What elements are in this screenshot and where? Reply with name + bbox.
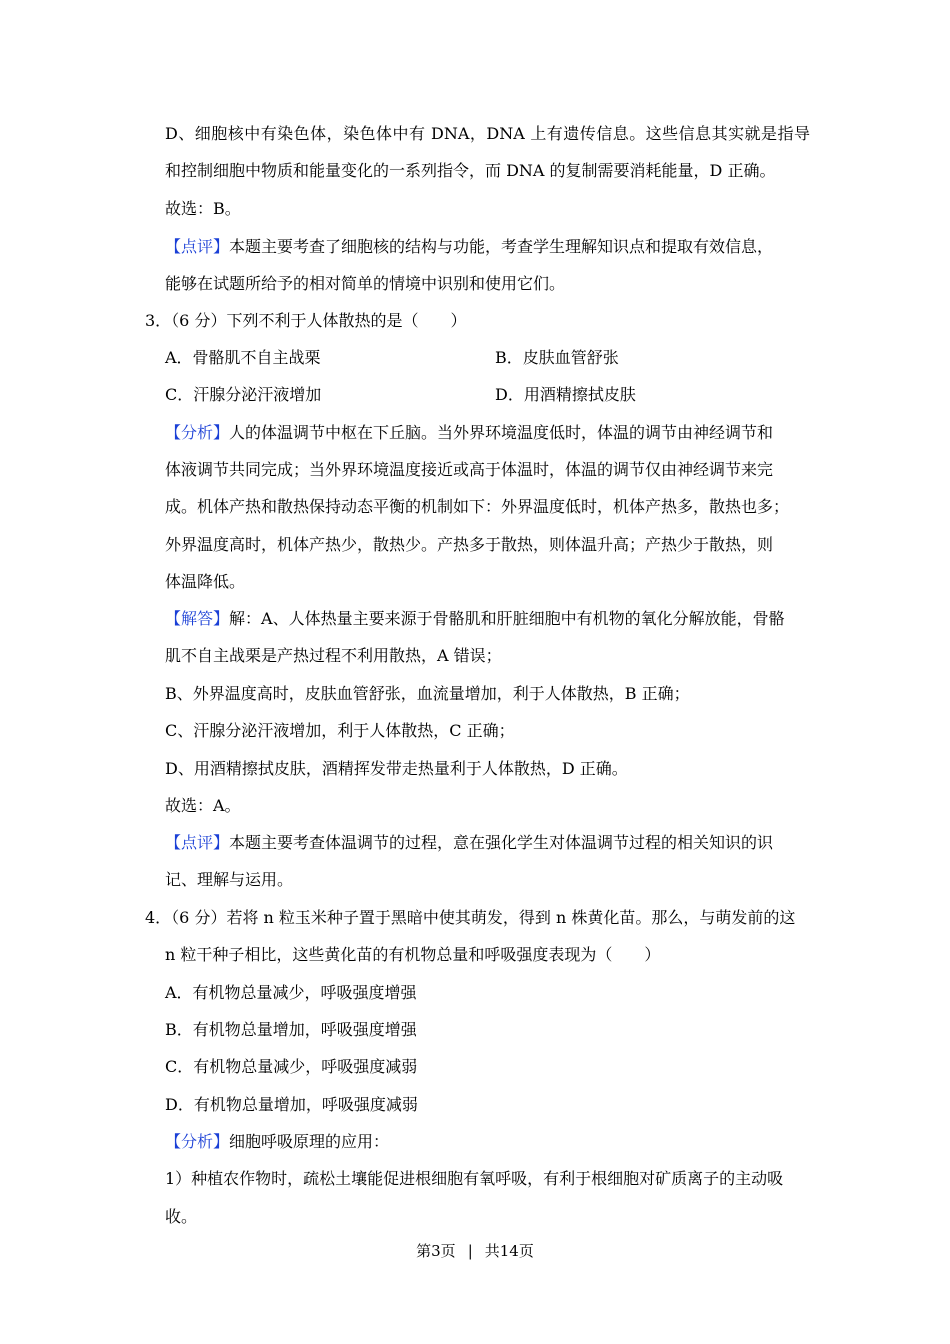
page-number: 第3页 (416, 1242, 456, 1260)
text-line: 故选：A。 (165, 796, 241, 815)
question-4-stem: 4．（6 分）若将 n 粒玉米种子置于黑暗中使其萌发，得到 n 株黄化苗。那么，与萌发前的这 (145, 908, 796, 927)
answer-line (165, 608, 785, 630)
analysis-tag: 【分析】 (165, 423, 230, 442)
page-footer (0, 1240, 950, 1262)
text-line: D、用酒精擦拭皮肤，酒精挥发带走热量利于人体散热，D 正确。 (165, 759, 628, 778)
option-c: C．汗腺分泌汗液增加 (165, 385, 322, 404)
text-line: 肌不自主战栗是产热过程不利用散热，A 错误； (165, 646, 502, 665)
text-line: 外界温度高时，机体产热少，散热少。产热多于散热，则体温升高；产热少于散热，则 (165, 535, 774, 554)
text-line: 记、理解与运用。 (165, 870, 294, 889)
text-span: 细胞呼吸原理的应用： (229, 1132, 390, 1151)
text-line: C、汗腺分泌汗液增加，利于人体散热，C 正确； (165, 721, 515, 740)
option-a: A．有机物总量减少，呼吸强度增强 (165, 983, 417, 1002)
text-line: D、细胞核中有染色体，染色体中有 DNA，DNA 上有遗传信息。这些信息其实就是指导 (165, 124, 810, 143)
text-line: 1）种植农作物时，疏松土壤能促进根细胞有氧呼吸，有利于根细胞对矿质离子的主动吸 (165, 1169, 784, 1188)
text-span: 解：A、人体热量主要来源于骨骼肌和肝脏细胞中有机物的氧化分解放能，骨骼 (229, 609, 785, 628)
comment-line (165, 236, 773, 258)
question-3-stem: 3．（6 分）下列不利于人体散热的是（ ） (145, 311, 467, 330)
text-line: 体液调节共同完成；当外界环境温度接近或高于体温时，体温的调节仅由神经调节来完 (165, 460, 774, 479)
comment-tag: 【点评】 (165, 833, 230, 852)
text-line: 收。 (165, 1207, 198, 1226)
option-a: A．骨骼肌不自主战栗 (165, 348, 321, 367)
option-d: D．用酒精擦拭皮肤 (495, 385, 636, 404)
text-line: n 粒干种子相比，这些黄化苗的有机物总量和呼吸强度表现为（ ） (165, 945, 661, 964)
option-d: D．有机物总量增加，呼吸强度减弱 (165, 1095, 418, 1114)
analysis-tag: 【分析】 (165, 1132, 230, 1151)
option-c: C．有机物总量减少，呼吸强度减弱 (165, 1057, 418, 1076)
answer-tag: 【解答】 (165, 609, 230, 628)
analysis-line (165, 1131, 389, 1153)
option-b: B．有机物总量增加，呼吸强度增强 (165, 1020, 417, 1039)
text-line: 体温降低。 (165, 572, 246, 591)
comment-tag: 【点评】 (165, 237, 230, 256)
text-line: B、外界温度高时，皮肤血管舒张，血流量增加，利于人体散热，B 正确； (165, 684, 690, 703)
text-line: 能够在试题所给予的相对简单的情境中识别和使用它们。 (165, 274, 566, 293)
text-span: 本题主要考查体温调节的过程，意在强化学生对体温调节过程的相关知识的识 (229, 833, 774, 852)
total-pages: 共14页 (484, 1242, 534, 1260)
comment-line (165, 832, 773, 854)
text-line: 和控制细胞中物质和能量变化的一系列指令，而 DNA 的复制需要消耗能量，D 正确。 (165, 161, 776, 180)
text-line: 成。机体产热和散热保持动态平衡的机制如下：外界温度低时，机体产热多，散热也多； (165, 497, 790, 516)
text-line: 故选：B。 (165, 199, 241, 218)
option-b: B．皮肤血管舒张 (495, 348, 619, 367)
footer-separator: | (467, 1242, 473, 1260)
analysis-line (165, 422, 773, 444)
text-span: 人的体温调节中枢在下丘脑。当外界环境温度低时，体温的调节由神经调节和 (229, 423, 774, 442)
text-span: 本题主要考查了细胞核的结构与功能，考查学生理解知识点和提取有效信息， (229, 237, 774, 256)
